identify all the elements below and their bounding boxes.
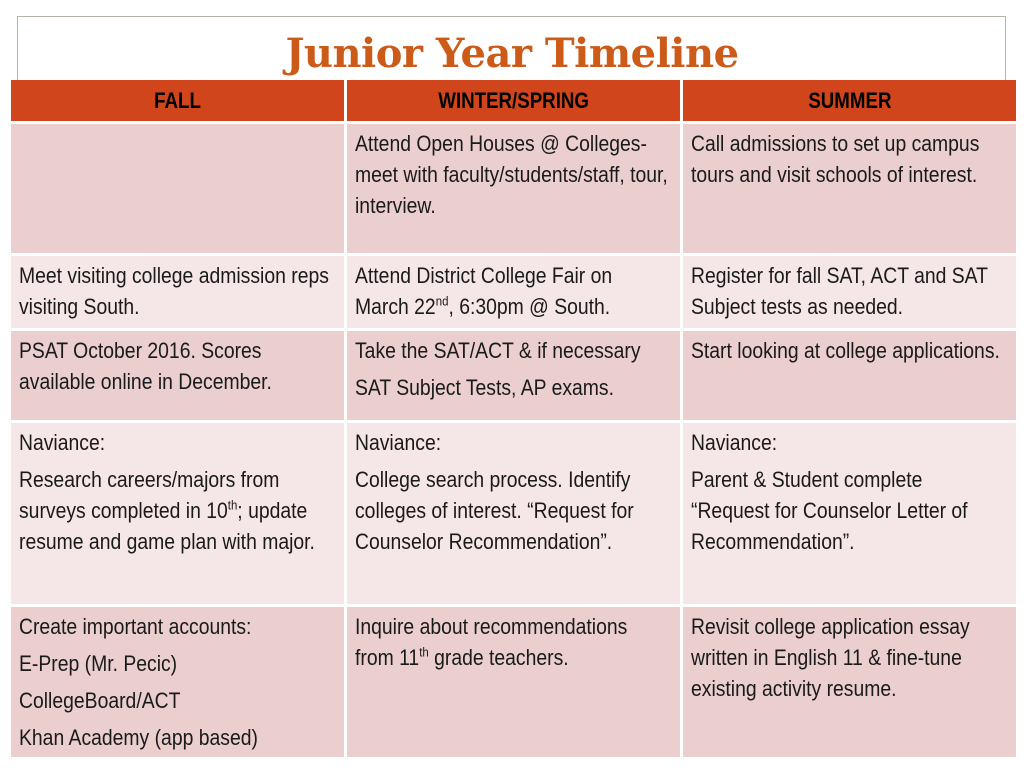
timeline-table <box>8 80 1019 760</box>
header-fall: FALL <box>10 80 346 123</box>
cell-summer: Naviance: Parent & Student complete “Request for Counselor Letter of Recommendation”. <box>682 422 1018 606</box>
cell-winter-spring: Attend Open Houses @ Colleges- meet with faculty/students/staff, tour, interview. <box>346 123 682 255</box>
table-row <box>10 123 1018 255</box>
cell-winter-spring: Naviance: College search process. Identify colleges of interest. “Request for Counselor Recommendation”. <box>346 422 682 606</box>
header-row <box>10 80 1018 123</box>
cell-summer: Revisit college application essay written in English 11 & fine-tune existing activity resume. <box>682 606 1018 759</box>
header-summer: SUMMER <box>682 80 1018 123</box>
table-row <box>10 606 1018 759</box>
cell-summer: Register for fall SAT, ACT and SAT Subject tests as needed. <box>682 255 1018 330</box>
cell-fall: PSAT October 2016. Scores available online in December. <box>10 330 346 422</box>
cell-fall: Naviance: Research careers/majors from surveys completed in 10th; update resume and game plan with major. <box>10 422 346 606</box>
cell-winter-spring: Inquire about recommendations from 11th grade teachers. <box>346 606 682 759</box>
table-row <box>10 255 1018 330</box>
cell-fall <box>10 123 346 255</box>
header-winter-spring: WINTER/SPRING <box>346 80 682 123</box>
cell-winter-spring: Attend District College Fair on March 22nd, 6:30pm @ South. <box>346 255 682 330</box>
cell-fall: Create important accounts: E-Prep (Mr. Pecic) CollegeBoard/ACT Khan Academy (app based) <box>10 606 346 759</box>
cell-fall: Meet visiting college admission reps visiting South. <box>10 255 346 330</box>
table-row <box>10 422 1018 606</box>
table-row <box>10 330 1018 422</box>
cell-summer: Call admissions to set up campus tours and visit schools of interest. <box>682 123 1018 255</box>
page-title: Junior Year Timeline <box>285 30 739 77</box>
cell-winter-spring: Take the SAT/ACT & if necessary SAT Subject Tests, AP exams. <box>346 330 682 422</box>
cell-summer: Start looking at college applications. <box>682 330 1018 422</box>
